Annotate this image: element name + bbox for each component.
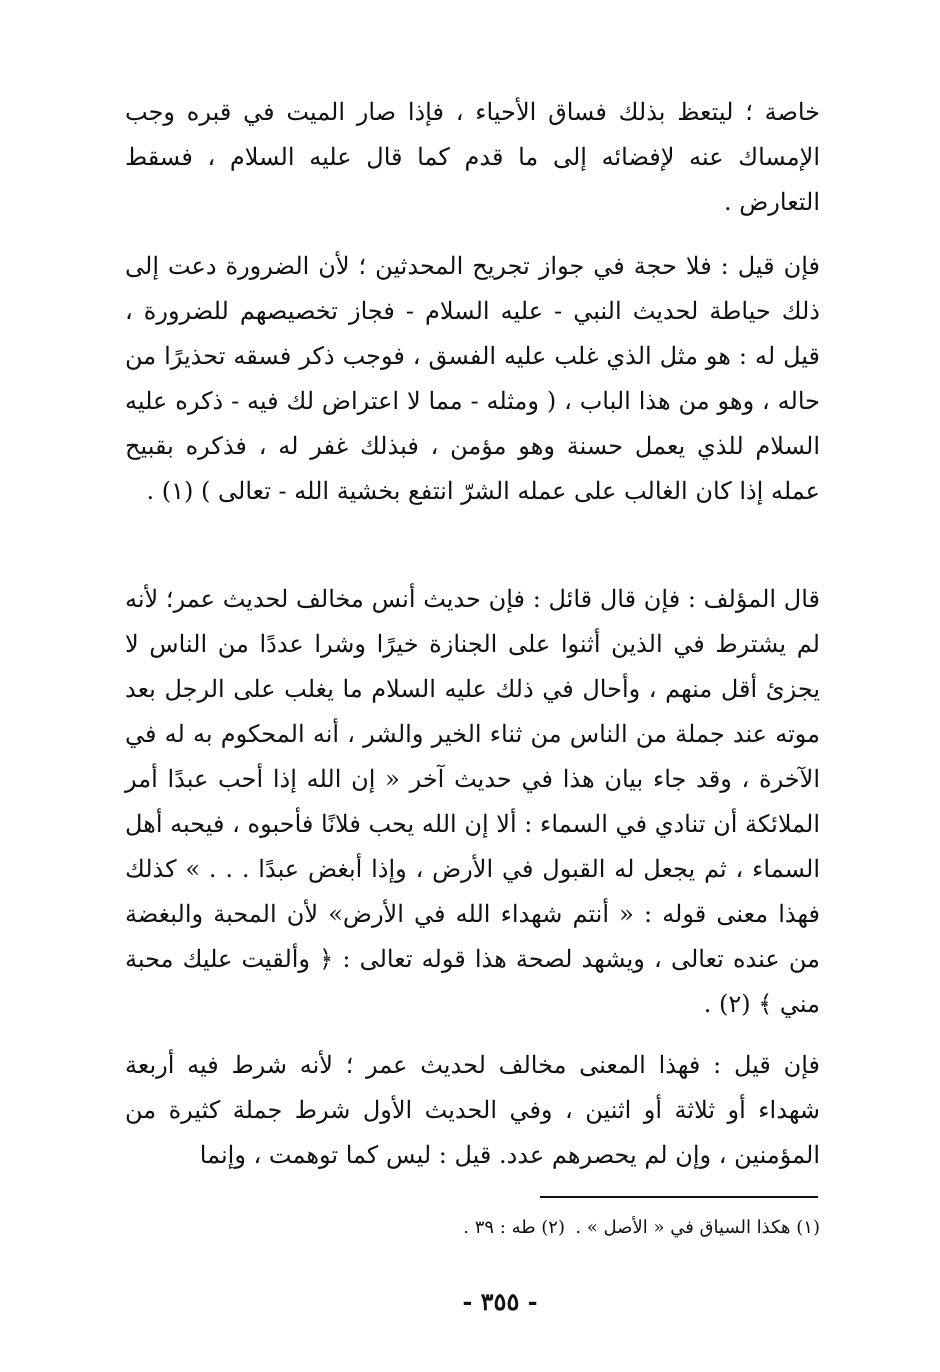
- paragraph-3: قال المؤلف : فإن قال قائل : فإن حديث أنس مخالف لحديث عمر؛ لأنه لم يشترط في الذين أثنوا على الجنازة خيرًا وشرا عددًا من الناس لا يجزئ أقل منهم ، وأحال في ذلك عليه السلام ما يغلب على الرجل بعد موته عند جملة من الناس من ثناء الخير والشر ، أنه المحكوم به له في الآخرة ، وقد جاء بيان هذا في حديث آخر « إن الله إذا أحب عبدًا أمر الملائكة أن تنادي في السماء : ألا إن الله يحب فلانًا فأحبوه ، فيحبه أهل السماء ، ثم يجعل له القبول في الأرض ، وإذا أبغض عبدًا . . . » كذلك فهذا معنى قوله : « أنتم شهداء الله في الأرض» لأن المحبة والبغضة من عنده تعالى ، ويشهد لصحة هذا قوله تعالى : ﴿ وألقيت عليك محبة مني ﴾ (٢) .: [125, 585, 821, 1018]
- footnote-separator: [540, 1196, 818, 1198]
- paragraph-2: فإن قيل : فلا حجة في جواز تجريح المحدثين ؛ لأن الضرورة دعت إلى ذلك حياطة لحديث النبي - عليه السلام - فجاز تخصيصهم للضرورة ، قيل له : هو مثل الذي غلب عليه الفسق ، فوجب ذكر فسقه تحذيرًا من حاله ، وهو من هذا الباب ، ( ومثله - مما لا اعتراض لك فيه - ذكره عليه السلام للذي يعمل حسنة وهو مؤمن ، فبذلك غفر له ، فذكره بقبيح عمله إذا كان الغالب على عمله الشرّ انتفع بخشية الله - تعالى ) (١) .: [125, 252, 820, 505]
- paragraph-4: فإن قيل : فهذا المعنى مخالف لحديث عمر ؛ لأنه شرط فيه أربعة شهداء أو ثلاثة أو اثنين ، وفي الحديث الأول شرط جملة كثيرة من المؤمنين ، وإن لم يحصرهم عدد. قيل : ليس كما توهمت ، وإنما: [125, 1051, 820, 1169]
- footnote-1: (١) هكذا السياق في « الأصل » .: [575, 1217, 820, 1238]
- paragraph-1: خاصة ؛ ليتعظ بذلك فساق الأحياء ، فإذا صار الميت في قبره وجب الإمساك عنه لإفضائه إلى ما قدم كما قال عليه السلام ، فسقط التعارض .: [125, 98, 820, 216]
- footnote-2: (٢) طه : ٣٩ .: [463, 1217, 565, 1238]
- footnotes: [200, 1208, 820, 1248]
- page-number: - ٣٥٥ -: [462, 1287, 538, 1316]
